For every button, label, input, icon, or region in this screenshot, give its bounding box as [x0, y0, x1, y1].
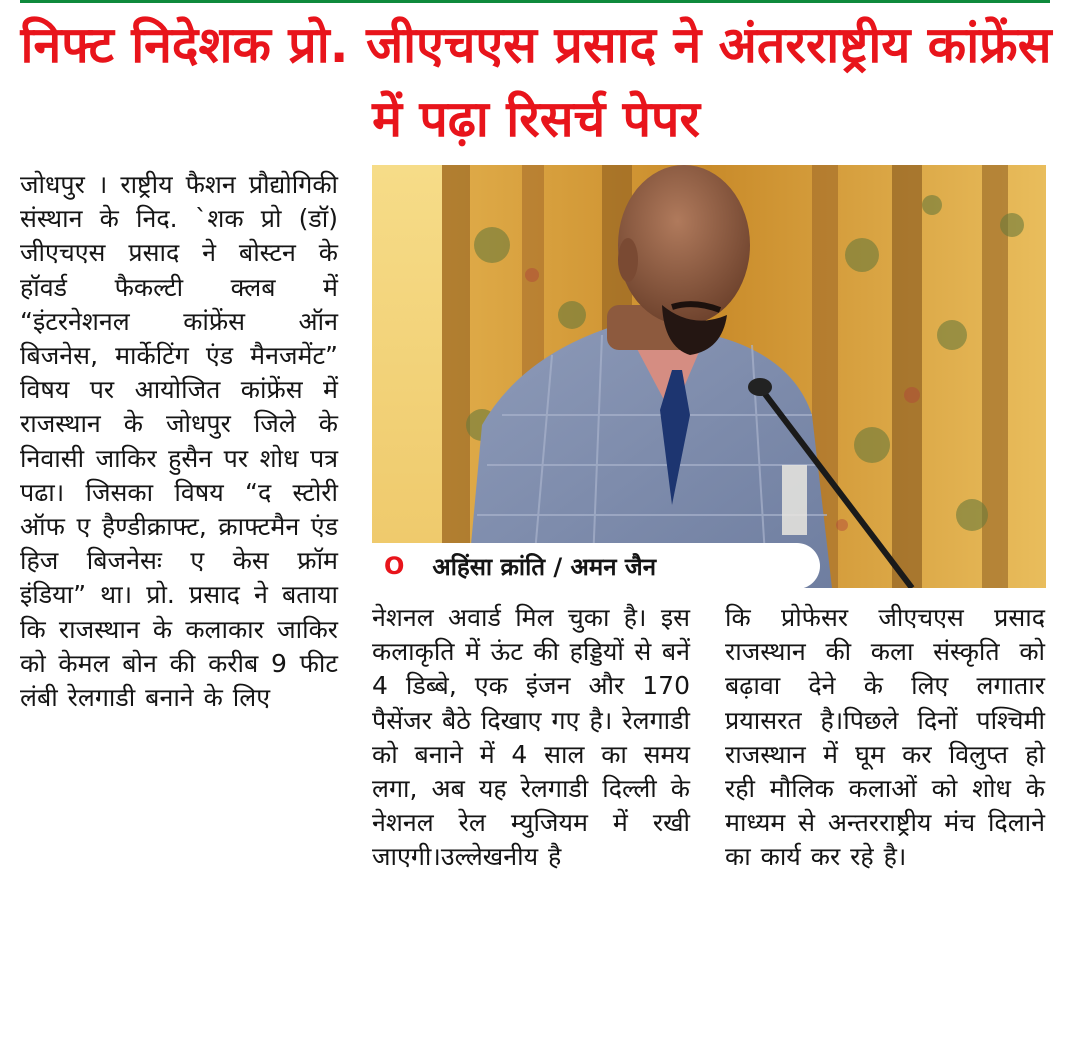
- headline: निफ्ट निदेशक प्रो. जीएचएस प्रसाद ने अंतरराष्ट्रीय कांफ्रेंस में पढ़ा रिसर्च पेपर: [20, 16, 1052, 148]
- news-photo: [372, 165, 1046, 588]
- article-column-1: जोधपुर । राष्ट्रीय फैशन प्रौद्योगिकी संस्थान के निद. `शक प्रो (डॉ) जीएचएस प्रसाद ने बोस्टन के हॉवर्ड फैकल्टी क्लब में “इंटरनेशनल कांफ्रेंस ऑन बिजनेस, मार्केटिंग एंड मैनजमेंट” विषय पर आयोजित कांफ्रेंस में राजस्थान के जोधपुर जिले के निवासी जाकिर हुसैन पर शोध पत्र पढा। जिसका विषय “द स्टोरी ऑफ ए हैण्डीक्राफ्ट, क्राफ्टमैन एंड हिज बिजनेसः ए केस फ्रॉम इंडिया” था। प्रो. प्रसाद ने बताया कि राजस्थान के कलाकार जाकिर को केमल बोन की करीब 9 फीट लंबी रेलगाडी बनाने के लिए: [20, 170, 338, 713]
- article-column-3: कि प्रोफेसर जीएचएस प्रसाद राजस्थान की कला संस्कृति को बढ़ावा देने के लिए लगातार प्रयासरत है।पिछले दिनों पश्चिमी राजस्थान में घूम कर विलुप्त हो रही मौलिक कलाओं को शोध के माध्यम से अन्तरराष्ट्रीय मंच दिलाने का कार्य कर रहे है।: [725, 603, 1045, 872]
- top-rule: [20, 0, 1050, 3]
- photo-credit-banner: [372, 543, 820, 588]
- speaker-photo-illustration: [372, 165, 1046, 588]
- article-column-2: नेशनल अवार्ड मिल चुका है। इस कलाकृति में ऊंट की हड्डियों से बनें 4 डिब्बे, एक इंजन और 170 पैसेंजर बैठे दिखाए गए है। रेलगाडी को बनाने में 4 साल का समय लगा, अब यह रेलगाडी दिल्ली के नेशनल रेल म्युजियम में रखी जाएगी।उल्लेखनीय है: [372, 603, 690, 872]
- credit-circle-mark: O: [384, 552, 405, 580]
- photo-credit: अहिंसा क्रांति / अमन जैन: [432, 552, 657, 581]
